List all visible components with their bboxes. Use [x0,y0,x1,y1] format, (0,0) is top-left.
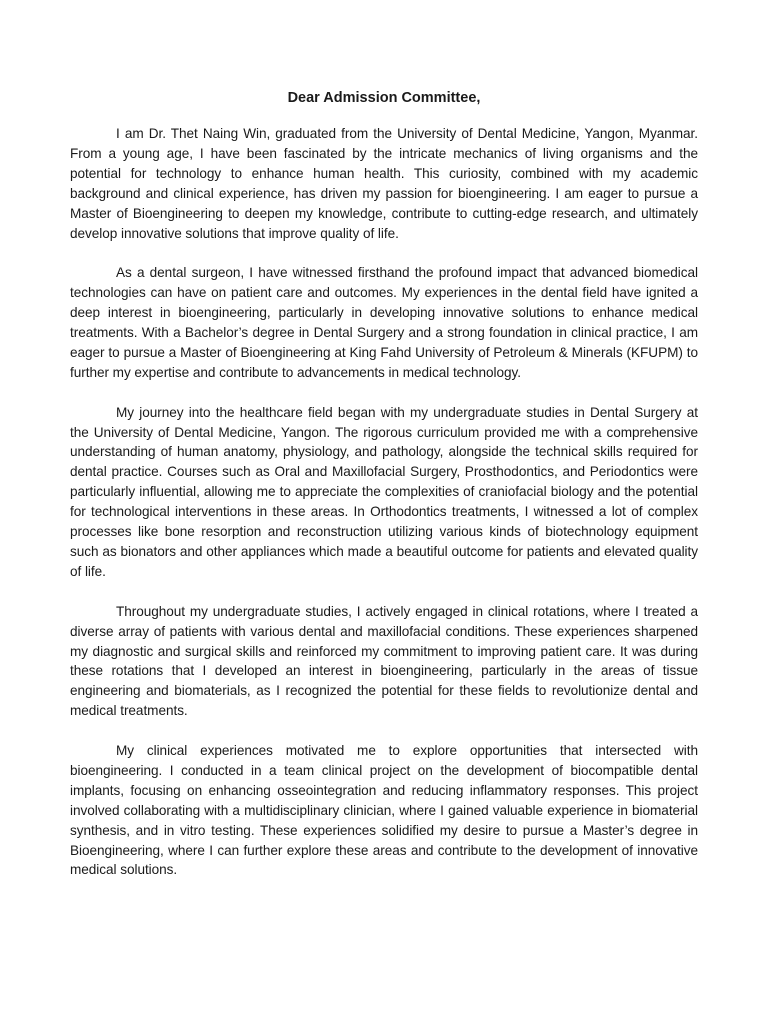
paragraph-dental-surgeon: As a dental surgeon, I have witnessed firsthand the profound impact that advanced biomedical technologies can have on patient care and outcomes. My experiences in the dental field have ignited a deep interest in bioengineering, particularly in developing innovative solutions to enhance medical treatments. With a Bachelor’s degree in Dental Surgery and a strong foundation in clinical practice, I am eager to pursue a Master of Bioengineering at King Fahd University of Petroleum & Minerals (KFUPM) to further my expertise and contribute to advancements in medical technology. [70,265,698,380]
letter-body [70,88,698,900]
paragraph-clinical-rotations: Throughout my undergraduate studies, I actively engaged in clinical rotations, where I treated a diverse array of patients with various dental and maxillofacial conditions. These experiences sharpened my diagnostic and surgical skills and reinforced my commitment to improving patient care. It was during these rotations that I developed an interest in bioengineering, particularly in the areas of tissue engineering and biomaterials, as I recognized the potential for these fields to revolutionize dental and medical treatments. [70,603,698,719]
paragraph-introduction: I am Dr. Thet Naing Win, graduated from the University of Dental Medicine, Yangon, Myanmar. From a young age, I have been fascinated by the intricate mechanics of living organisms and the potential for technology to enhance human health. This curiosity, combined with my academic background and clinical experience, has driven my passion for bioengineering. I am eager to pursue a Master of Bioengineering to deepen my knowledge, contribute to cutting-edge research, and ultimately develop innovative solutions that improve quality of life. [70,126,698,241]
paragraph-undergraduate-journey: My journey into the healthcare field began with my undergraduate studies in Dental Surgery at the University of Dental Medicine, Yangon. The rigorous curriculum provided me with a comprehensive understanding of human anatomy, physiology, and pathology, alongside the technical skills required for dental practice. Courses such as Oral and Maxillofacial Surgery, Prosthodontics, and Periodontics were particularly influential, allowing me to appreciate the complexities of craniofacial biology and the potential for technological interventions in these areas. In Orthodontics treatments, I witnessed a lot of complex processes like bone resorption and reconstruction utilizing various kinds of biotechnology equipment such as bionators and other appliances which made a beautiful outcome for patients and elevated quality of life. [70,404,698,579]
salutation: Dear Admission Committee, [287,90,481,106]
paragraph-clinical-project: My clinical experiences motivated me to explore opportunities that intersected with bioengineering. I conducted in a team clinical project on the development of biocompatible dental implants, focusing on enhancing osseointegration and reducing inflammatory responses. This project involved collaborating with a multidisciplinary clinician, where I gained valuable experience in biomaterial synthesis, and in vitro testing. These experiences solidified my desire to pursue a Master’s degree in Bioengineering, where I can further explore these areas and contribute to the development of innovative medical solutions. [70,743,698,878]
